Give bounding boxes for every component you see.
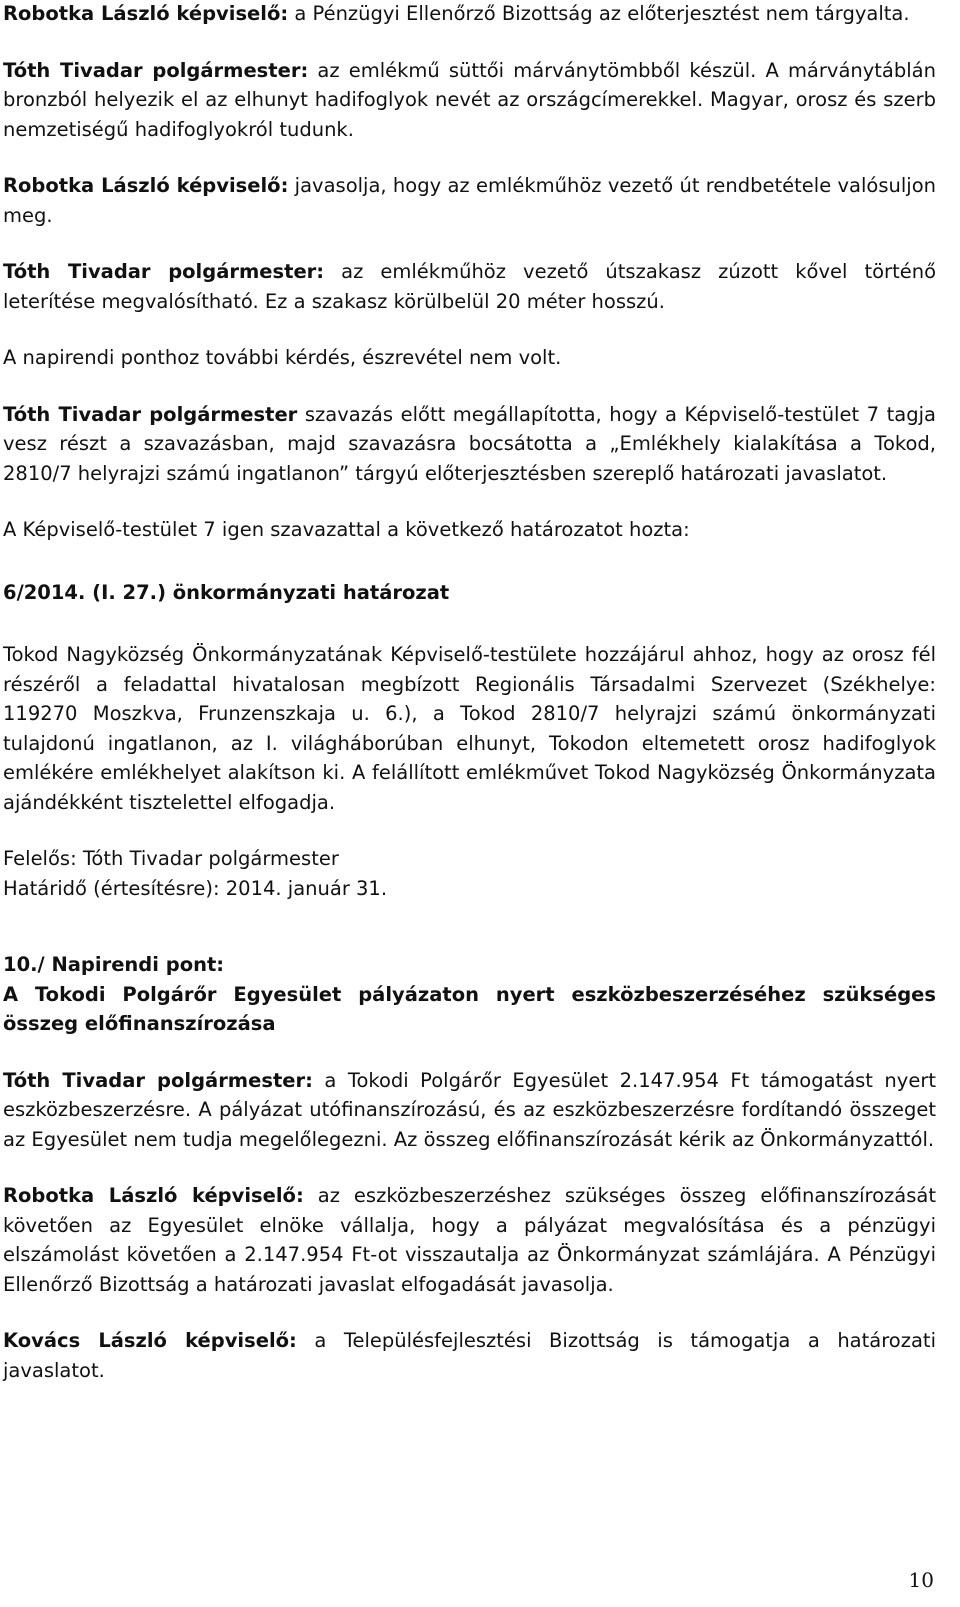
speaker: Tóth Tivadar polgármester:: [3, 58, 309, 82]
speaker: Tóth Tivadar polgármester: [3, 402, 298, 426]
paragraph-4: [3, 257, 936, 316]
paragraph-8: [3, 1066, 936, 1155]
paragraph-3: [3, 171, 936, 230]
speaker: Kovács László képviselő:: [3, 1329, 297, 1352]
paragraph-text: az emlékmű süttői márványtömbből készül. A márványtáblán bronzból helyezik el az elhunyt hadifoglyok nevét az országcímerekkel. Magyar, orosz és szerb nemzetiségű hadifoglyokról tudunk.: [3, 58, 936, 141]
speaker: Robotka László képviselő:: [3, 1184, 304, 1207]
page-number: 10: [908, 1568, 934, 1592]
agenda-title: A Tokodi Polgárőr Egyesület pályázaton nyert eszközbeszerzéséhez szükséges összeg előfinanszírozása: [3, 982, 936, 1035]
paragraph-text: a Tokodi Polgárőr Egyesület 2.147.954 Ft támogatást nyert eszközbeszerzésre. A pályázat utófinanszírozású, és az eszközbeszerzésre fordítandó összeget az Egyesület nem tudja megelőlegezni. Az összeg előfinanszírozását kérik az Önkormányzattól.: [3, 1068, 936, 1151]
paragraph-7: [3, 515, 936, 545]
paragraph-text: a Pénzügyi Ellenőrző Bizottság az előterjesztést nem tárgyalta.: [288, 2, 910, 25]
speaker: Tóth Tivadar polgármester:: [3, 260, 325, 283]
paragraph-2: [3, 56, 936, 145]
paragraph-text: a Településfejlesztési Bizottság is támogatja a határozati javaslatot.: [3, 1329, 936, 1382]
speaker: Tóth Tivadar polgármester:: [3, 1068, 313, 1092]
resolution-text: Tokod Nagyközség Önkormányzatának Képviselő-testülete hozzájárul ahhoz, hogy az orosz fél részéről a feladattal hivatalosan megbízott Regionális Társadalmi Szervezet (Székhelye: 119270 Moszkva, Frunzenszkaja u. 6.), a Tokod 2810/7 helyrajzi számú önkormányzati tulajdonú ingatlanon, az I. világháborúban elhunyt, Tokodon eltemetett orosz hadifoglyok emlékére emlékhelyet alakítson ki. A felállított emlékművet Tokod Nagyközség Önkormányzata ajándékként tisztelettel elfogadja.: [3, 643, 936, 814]
speaker: Robotka László képviselő:: [3, 174, 289, 197]
speaker: Robotka László képviselő:: [3, 2, 289, 25]
paragraph-text: az emlékműhöz vezető útszakasz zúzott kővel történő leterítése megvalósítható. Ez a szakasz körülbelül 20 méter hosszú.: [3, 260, 936, 313]
resolution-title: 6/2014. (I. 27.) önkormányzati határozat: [3, 580, 450, 604]
deadline-line: Határidő (értesítésre): 2014. január 31.: [3, 876, 388, 900]
paragraph-10: [3, 1326, 936, 1385]
responsible-line: Felelős: Tóth Tivadar polgármester: [3, 847, 339, 870]
paragraph-text: az eszközbeszerzéshez szükséges összeg előfinanszírozását követően az Egyesület elnöke vállalja, hogy a pályázat megvalósítása és a pénzügyi elszámolást követően a 2.147.954 Ft-ot visszautalja az Önkormányzat számlájára. A Pénzügyi Ellenőrző Bizottság a határozati javaslat elfogadását javasolja.: [3, 1184, 936, 1296]
agenda-number: 10./ Napirendi pont:: [3, 953, 225, 976]
paragraph-5: [3, 343, 936, 373]
paragraph-text: A Képviselő-testület 7 igen szavazattal a következő határozatot hozta:: [3, 518, 690, 541]
paragraph-9: [3, 1181, 936, 1299]
paragraph-text: javasolja, hogy az emlékműhöz vezető út rendbetétele valósuljon meg.: [3, 174, 936, 227]
paragraph-1: [3, 0, 936, 29]
paragraph-6: [3, 400, 936, 489]
paragraph-text: A napirendi ponthoz további kérdés, észrevétel nem volt.: [3, 346, 562, 369]
paragraph-text: szavazás előtt megállapította, hogy a Képviselő-testület 7 tagja vesz részt a szavazásban, majd szavazásra bocsátotta a „Emlékhely kialakítása a Tokod, 2810/7 helyrajzi számú ingatlanon” tárgyú előterjesztésben szereplő határozati javaslatot.: [3, 402, 936, 485]
